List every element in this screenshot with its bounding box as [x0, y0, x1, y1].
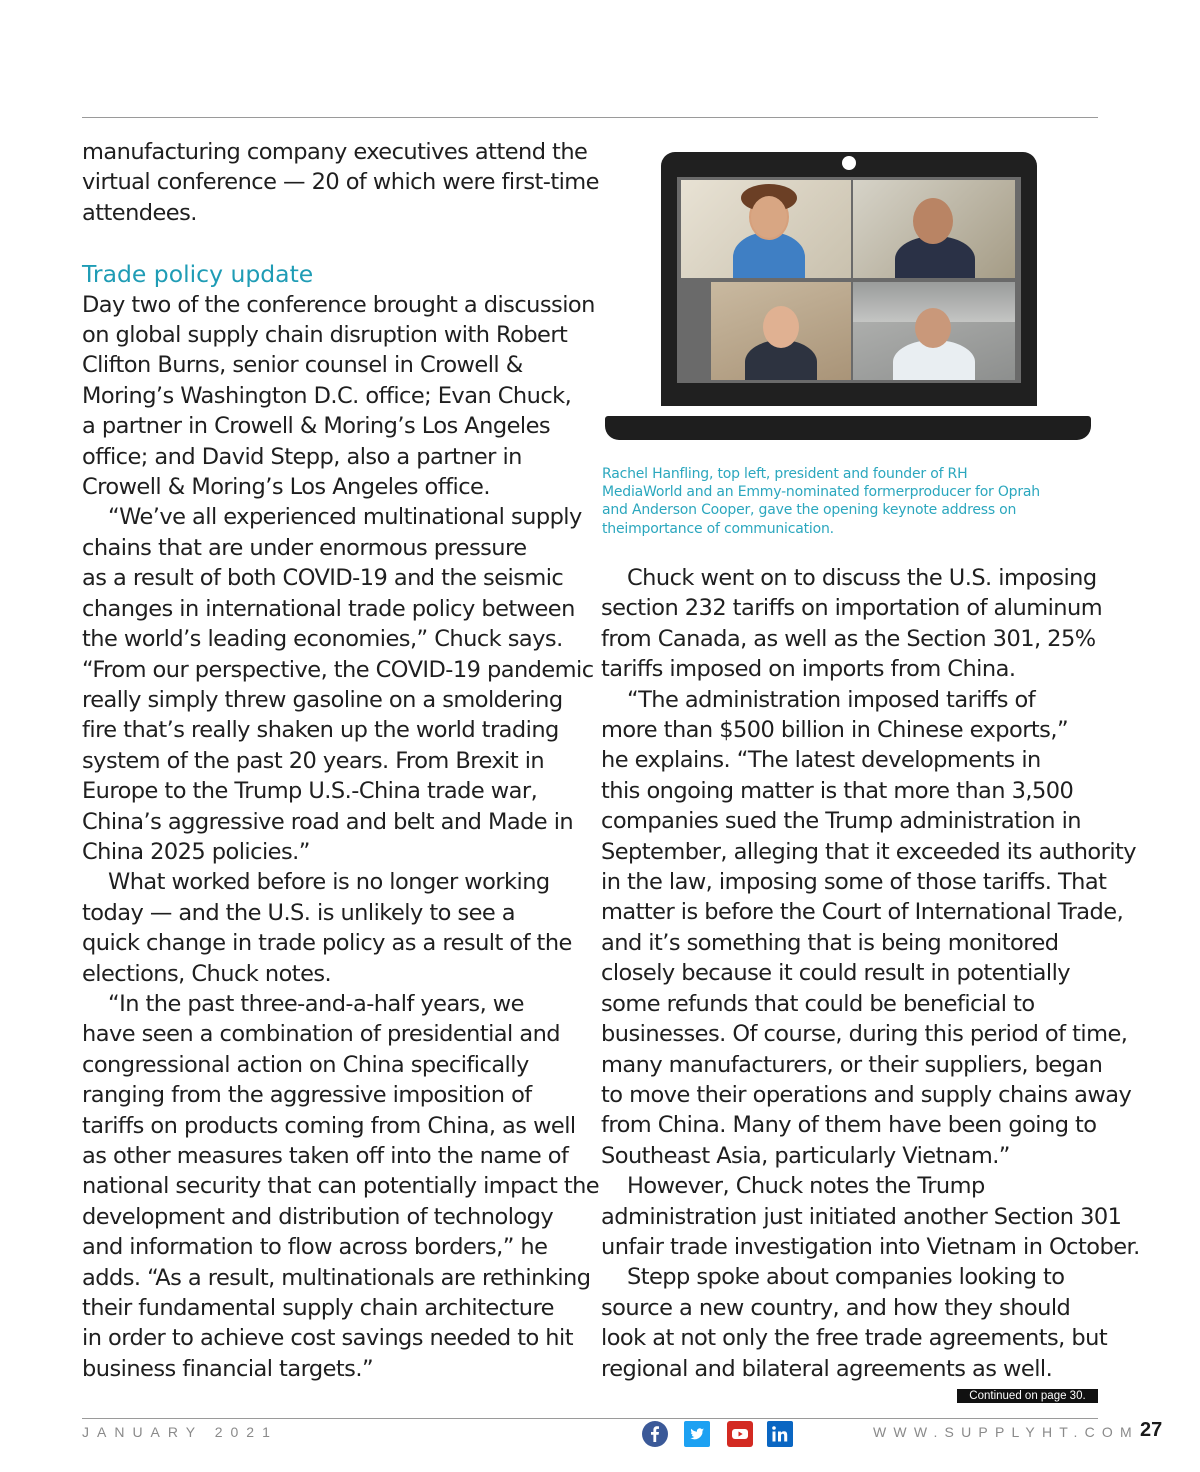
body-line: matter is before the Court of International Trade,: [601, 899, 1124, 926]
body-line: fire that’s really shaken up the world trading: [82, 717, 559, 744]
facebook-icon[interactable]: [642, 1421, 668, 1447]
website-url[interactable]: WWW.SUPPLYHT.COM: [873, 1424, 1139, 1440]
body-line: elections, Chuck notes.: [82, 960, 332, 987]
body-line: What worked before is no longer working: [108, 869, 550, 896]
video-tile-bottom-right: [853, 282, 1015, 380]
body-line: tariffs imposed on imports from China.: [601, 656, 1016, 683]
webcam-icon: [842, 156, 856, 170]
body-line: on global supply chain disruption with Robert: [82, 322, 568, 349]
body-line: China’s aggressive road and belt and Made in: [82, 808, 574, 835]
body-line: administration just initiated another Section 301: [601, 1203, 1122, 1230]
body-line: unfair trade investigation into Vietnam in October.: [601, 1233, 1140, 1260]
participant-head: [913, 198, 953, 244]
body-line: congressional action on China specifically: [82, 1051, 529, 1078]
left-column: [82, 137, 600, 1384]
intro-line: manufacturing company executives attend the: [82, 139, 588, 165]
body-line: look at not only the free trade agreements, but: [601, 1325, 1108, 1352]
linkedin-icon[interactable]: [767, 1421, 793, 1447]
body-line: Clifton Burns, senior counsel in Crowell &: [82, 352, 523, 379]
body-line: business financial targets.”: [82, 1355, 374, 1382]
body-line: Day two of the conference brought a discussion: [82, 291, 595, 318]
issue-date: JANUARY 2021: [82, 1424, 278, 1440]
body-line: closely because it could result in potentially: [601, 960, 1071, 987]
body-line: companies sued the Trump administration in: [601, 808, 1081, 835]
twitter-icon[interactable]: [684, 1421, 710, 1447]
video-call-screen: [677, 177, 1021, 383]
body-line: national security that can potentially impact the: [82, 1173, 600, 1200]
body-line: and information to flow across borders,” he: [82, 1234, 548, 1261]
body-line: source a new country, and how they should: [601, 1294, 1071, 1321]
body-line: “From our perspective, the COVID-19 pandemic: [82, 656, 594, 683]
body-line: section 232 tariffs on importation of aluminum: [601, 595, 1103, 622]
laptop-base: [605, 416, 1091, 440]
laptop-photo: [600, 148, 1100, 448]
body-line: “In the past three-and-a-half years, we: [108, 990, 524, 1017]
body-line: chains that are under enormous pressure: [82, 534, 527, 561]
body-line: have seen a combination of presidential and: [82, 1021, 561, 1048]
participant-head: [763, 306, 799, 348]
body-line: Stepp spoke about companies looking to: [627, 1264, 1065, 1291]
body-line: today — and the U.S. is unlikely to see a: [82, 899, 516, 926]
intro-line: attendees.: [82, 199, 197, 226]
caption-line: theimportance of communication.: [602, 520, 834, 537]
body-line: adds. “As a result, multinationals are rethinking: [82, 1264, 591, 1291]
body-line: in the law, imposing some of those tariffs. That: [601, 869, 1107, 896]
body-line: as a result of both COVID-19 and the seismic: [82, 565, 564, 592]
footer-rule: [82, 1418, 1098, 1419]
body-line: system of the past 20 years. From Brexit in: [82, 747, 545, 774]
body-line: “The administration imposed tariffs of: [627, 686, 1036, 713]
continued-link[interactable]: Continued on page 30.: [957, 1389, 1098, 1403]
body-line: “We’ve all experienced multinational supply: [108, 504, 582, 531]
body-line: development and distribution of technology: [82, 1203, 554, 1230]
caption-line: and Anderson Cooper, gave the opening keynote address on: [602, 502, 1017, 519]
body-line: tariffs on products coming from China, as well: [82, 1112, 576, 1139]
body-line: and it’s something that is being monitored: [601, 929, 1059, 956]
youtube-icon[interactable]: [727, 1421, 753, 1447]
body-line: really simply threw gasoline on a smoldering: [82, 686, 563, 713]
body-line: more than $500 billion in Chinese exports,”: [601, 717, 1069, 744]
body-line: Moring’s Washington D.C. office; Evan Chuck,: [82, 382, 572, 409]
right-column: [601, 563, 1140, 1384]
participant-head: [915, 308, 951, 348]
section-subheading: Trade policy update: [82, 260, 314, 289]
caption-line: Rachel Hanfling, top left, president and founder of RH: [602, 466, 968, 482]
body-line: this ongoing matter is that more than 3,500: [601, 777, 1074, 804]
body-line: regional and bilateral agreements as well.: [601, 1355, 1053, 1382]
body-line: in order to achieve cost savings needed to hit: [82, 1325, 573, 1352]
body-line: Crowell & Moring’s Los Angeles office.: [82, 474, 490, 501]
body-line: from China. Many of them have been going to: [601, 1112, 1097, 1139]
body-line: ranging from the aggressive imposition of: [82, 1082, 532, 1109]
body-line: their fundamental supply chain architecture: [82, 1295, 554, 1322]
body-line: the world’s leading economies,” Chuck says.: [82, 626, 563, 653]
paragraph-gap: [82, 228, 582, 259]
participant-face: [751, 196, 787, 238]
body-line: some refunds that could be beneficial to: [601, 990, 1035, 1017]
video-tile-top-left: [681, 180, 851, 278]
body-line: from Canada, as well as the Section 301, 25%: [601, 625, 1096, 652]
top-rule: [82, 117, 1098, 118]
body-line: he explains. “The latest developments in: [601, 747, 1041, 774]
intro-line: virtual conference — 20 of which were first-time: [82, 169, 599, 196]
body-line: changes in international trade policy between: [82, 595, 575, 622]
body-line: Chuck went on to discuss the U.S. imposing: [627, 565, 1097, 591]
video-tile-bottom-left: [711, 282, 851, 380]
body-line: September, alleging that it exceeded its authority: [601, 838, 1137, 865]
body-line: as other measures taken off into the name of: [82, 1143, 569, 1169]
page-number: 27: [1140, 1419, 1163, 1441]
video-tile-top-right: [853, 180, 1015, 278]
body-line: quick change in trade policy as a result of the: [82, 930, 572, 957]
body-line: businesses. Of course, during this period of time,: [601, 1021, 1128, 1048]
body-line: to move their operations and supply chains away: [601, 1081, 1132, 1108]
caption-line: MediaWorld and an Emmy-nominated formerproducer for Oprah: [602, 484, 1040, 501]
body-line: However, Chuck notes the Trump: [627, 1173, 985, 1200]
body-line: Southeast Asia, particularly Vietnam.”: [601, 1142, 1010, 1169]
body-line: China 2025 policies.”: [82, 838, 310, 865]
body-line: a partner in Crowell & Moring’s Los Angeles: [82, 413, 551, 440]
photo-caption: [602, 465, 1102, 538]
laptop-lid: [661, 152, 1037, 406]
body-line: many manufacturers, or their suppliers, began: [601, 1051, 1103, 1078]
body-line: Europe to the Trump U.S.-China trade war,: [82, 778, 538, 805]
body-line: office; and David Stepp, also a partner in: [82, 443, 522, 470]
